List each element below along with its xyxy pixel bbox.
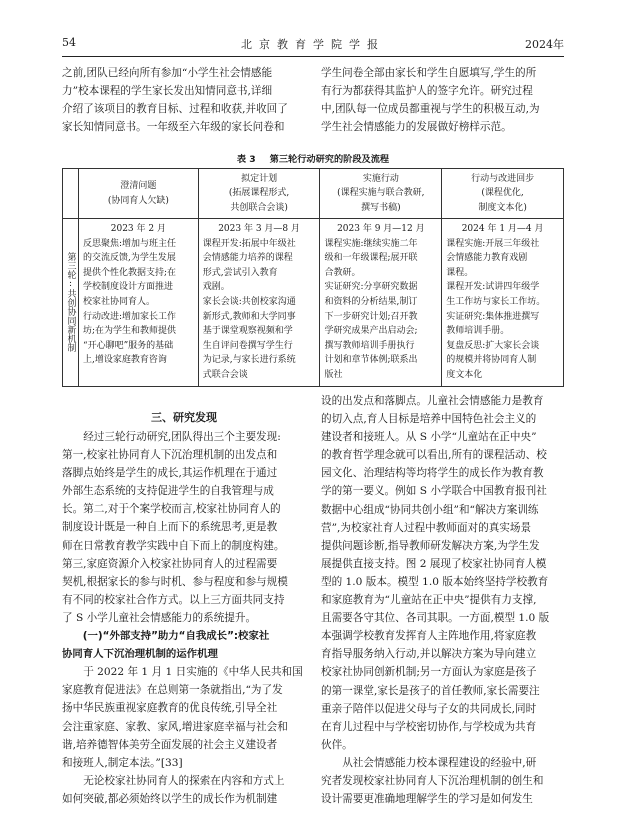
text-line: 契机,根据家长的参与时机、参与程度和参与规模 xyxy=(62,575,288,588)
cell-date: 2023 年 3 月—8 月 xyxy=(218,224,300,234)
text-line: 营”,为校家社育人过程中教师面对的真实场景 xyxy=(321,521,532,534)
cell-date: 2023 年 9 月—12 月 xyxy=(337,224,425,234)
text-line: 的第一课堂,家长是孩子的首任教师,家长需要注 xyxy=(321,684,540,697)
text-line: 设计需要更准确地理解学生的学习是如何发生 xyxy=(321,793,533,806)
page-number: 54 xyxy=(62,36,76,49)
table-header-row xyxy=(63,169,564,219)
table-cell-stage-4: 2024 年 1 月—4 月 课程实施:开展三年级社 会情感能力教育戏剧 课程。 课程开发:试讲四年级学 生工作坊与家长工作坊。 实证研究:集体推进撰写 教师培训手册。 复盘反思:扩大家长会谈 的规模并将协同育人制 度文本化 xyxy=(442,219,564,387)
text-line: 园文化、治理结构等均将学生的成长作为教育教 xyxy=(321,467,544,480)
text-line: 和接班人,制定本法。”[33] xyxy=(62,756,183,769)
top-right-column xyxy=(321,64,564,136)
journal-name: 北京教育学院学报 xyxy=(241,38,385,51)
cell-date: 2024 年 1 月—4 月 xyxy=(461,224,544,234)
subsection-heading: (一)“外部支持”助力“自我成长”:校家社 xyxy=(82,630,270,643)
subsection-heading-cont: 协同育人下沉治理机制的运作机理 xyxy=(62,648,218,661)
text-line: 中,团队每一位成员都重视与学生的积极互动,为 xyxy=(321,103,540,116)
text-line: 从社会情感能力校本课程建设的经验中,研 xyxy=(342,756,537,769)
text-line: 有行为都获得其监护人的签字允许。研究过程 xyxy=(321,85,533,98)
text-line: 在育儿过程中与学校密切协作,与学校成为共育 xyxy=(321,720,537,733)
header-rule xyxy=(62,56,564,57)
table-cell-stage-2: 2023 年 3 月—8 月 课程开发:拓展中年级社 会情感能力培养的课程 形式,尝试引入教育 戏剧。 家长会谈:共创校家沟通 新形式,教师和大学同事 基于课堂观察视频和学 生自评问卷撰写学生行 为记录,与家长进行系统 式联合会谈 xyxy=(198,219,320,387)
text-line: 学生社会情感能力的发展做好榜样示范。 xyxy=(321,121,512,134)
header-draft-plan: 拟定计划 (拓展课程形式, 共创联合会谈) xyxy=(198,169,320,219)
text-line: 校家社协同创新机制;另一方面认为家庭是孩子 xyxy=(321,666,537,679)
text-line: 家长知情同意书。一年级至六年级的家长问卷和 xyxy=(62,121,285,134)
text-line: 外部生态系统的支持促进学生的自我管理与成 xyxy=(62,485,274,498)
text-line: 扬中华民族重视家庭教育的优良传统,引导全社 xyxy=(62,702,278,715)
right-body-column xyxy=(321,392,564,808)
header-implement-action: 实施行动 (课程实施与联合教研, 撰写书稿) xyxy=(320,169,442,219)
text-line: 的教育哲学理念就可以看出,所有的课程活动、校 xyxy=(321,449,547,462)
text-line: 落脚点始终是学生的成长,其运作机理在于通过 xyxy=(62,467,278,480)
text-line: 究者发现校家社协同育人下沉治理机制的创生和 xyxy=(321,774,544,787)
text-line: 家庭教育促进法》在总则第一条就指出,“为了发 xyxy=(62,684,283,697)
text-line: 如何突破,都必须始终以学生的成长作为机制建 xyxy=(62,792,278,805)
table-corner-cell xyxy=(63,169,79,219)
text-line: 之前,团队已经向所有参加“小学生社会情感能 xyxy=(62,67,273,79)
text-line: 长。第二,对于个案学校而言,校家社协同育人的 xyxy=(62,503,281,516)
text-line: 本强调学校教育发挥育人主阵地作用,将家庭教 xyxy=(321,630,537,643)
text-line: 无论校家社协同育人的探索在内容和方式上 xyxy=(83,774,285,787)
text-line: 制度设计既是一种自上而下的系统思考,更是教 xyxy=(62,521,278,534)
text-line: 谐,培养德智体美劳全面发展的社会主义建设者 xyxy=(62,738,278,751)
text-line: 育指导服务纳入行动,并以解决方案为导向建立 xyxy=(321,648,537,661)
text-line: 设的出发点和落脚点。儿童社会情感能力是教育 xyxy=(321,395,544,407)
text-line: 力”校本课程的学生家长发出知情同意书,详细 xyxy=(62,85,273,98)
text-line: 师在日常教育教学实践中自下而上的制度构建。 xyxy=(62,539,285,552)
running-header xyxy=(62,36,564,52)
text-line: 展提供直接支持。图 2 展现了校家社协同育人模 xyxy=(321,557,547,570)
publication-year: 2024年 xyxy=(525,38,564,51)
left-body-column xyxy=(62,428,306,808)
text-line: 学生问卷全部由家长和学生自愿填写,学生的所 xyxy=(321,67,537,79)
text-line: 数据中心组成“协同共创小组”和“解决方案训练 xyxy=(321,503,539,516)
text-line: 和家庭教育为“儿童站在正中央”提供有力支撑, xyxy=(321,594,537,607)
table-cell-stage-1: 2023 年 2 月 反思聚焦:增加与班主任 的交流反馈,为学生发展 提供个性化教据支持;在 学校制度设计方面推进 校家社协同育人。 行动改进:增加家长工作 坊;在为学生和教师提供 “开心聊吧”服务的基础 上,增设家庭教育咨询 xyxy=(78,219,198,387)
header-clarify-problem: 澄清问题 (协同育人欠缺) xyxy=(78,169,198,219)
round-label-cell xyxy=(63,219,79,387)
section-heading: 三、研究发现 xyxy=(151,411,217,424)
table-row xyxy=(63,219,564,387)
round-label: 第三轮:共创协同新机制 xyxy=(65,252,76,353)
text-line: 且需要各守其位、各司其职。一方面,模型 1.0 版 xyxy=(321,612,550,625)
text-line: 学的第一要义。例如 S 小学联合中国教育报刊社 xyxy=(321,485,547,498)
text-line: 提供问题诊断,指导教师研发解决方案,为学生发 xyxy=(321,539,540,552)
table-caption xyxy=(62,151,564,165)
text-line: 于 2022 年 1 月 1 日实施的《中华人民共和国 xyxy=(83,666,303,679)
text-line: 重亲子陪伴以促进父母与子女的共同成长,同时 xyxy=(321,702,537,715)
text-line: 会注重家庭、家教、家风,增进家庭幸福与社会和 xyxy=(62,720,288,733)
text-line: 的切入点,育人目标是培养中国特色社会主义的 xyxy=(321,413,537,426)
top-left-column xyxy=(62,64,306,136)
cell-date: 2023 年 2 月 xyxy=(110,224,166,234)
text-line: 第三,家庭资源介入校家社协同育人的过程需要 xyxy=(62,557,278,570)
text-line: 建设者和接班人。从 S 小学“儿童站在正中央” xyxy=(321,431,537,444)
text-line: 经过三轮行动研究,团队得出三个主要发现: xyxy=(83,431,281,443)
table-number: 表 3 xyxy=(236,154,256,165)
text-line: 伙伴。 xyxy=(321,738,353,751)
text-line: 了 S 小学儿童社会情感能力的系统提升。 xyxy=(62,611,257,624)
table-cell-stage-3: 2023 年 9 月—12 月 课程实施:继续实施二年 级和一年级课程;展开联 合教研。 实证研究:分享研究数据 和资料的分析结果,制订 下一步研究计划;召开教 学研究成果产出启动会; 撰写教师培训手册执行 计划和章节体例;联系出 版社 xyxy=(320,219,442,387)
text-line: 型的 1.0 版本。模型 1.0 版本始终坚持学校教育 xyxy=(321,575,549,588)
text-line: 有不同的校家社合作方式。以上三方面共同支持 xyxy=(62,593,285,606)
table-title: 第三轮行动研究的阶段及流程 xyxy=(269,154,390,165)
header-improve-step: 行动与改进回步 (课程优化, 制度文本化) xyxy=(442,169,564,219)
text-line: 第一,校家社协同育人下沉治理机制的出发点和 xyxy=(62,449,278,462)
text-line: 介绍了该项目的教育目标、过程和收获,并收回了 xyxy=(62,103,288,116)
stage-process-table xyxy=(62,168,564,387)
